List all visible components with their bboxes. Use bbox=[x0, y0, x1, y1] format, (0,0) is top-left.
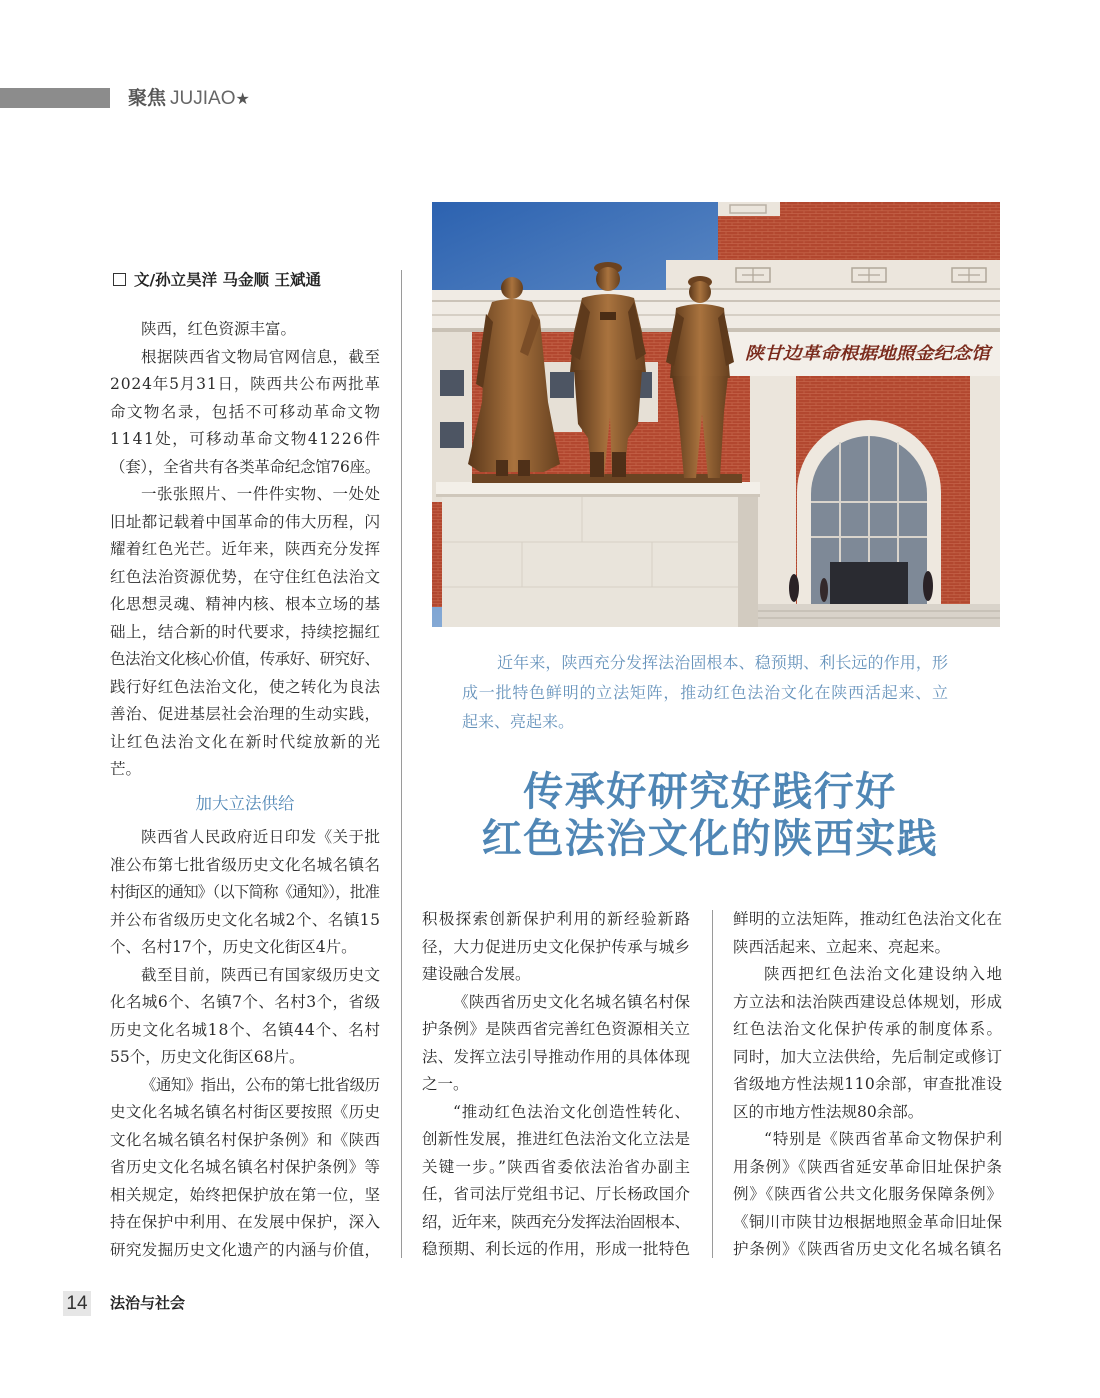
text-line: 《通知》指出，公布的第七批省级历 bbox=[141, 1075, 380, 1094]
text-line: 化名城6个、名镇7个、名村3个，省级 bbox=[110, 993, 381, 1011]
right-column bbox=[733, 906, 1002, 1264]
text-line: 研究发掘历史文化遗产的内涵与价值， bbox=[110, 1240, 381, 1259]
text-line: 之一。 bbox=[422, 1075, 469, 1093]
text-line: 用条例》《陕西省延安革命旧址保护条 bbox=[733, 1157, 1003, 1176]
text-line: 并公布省级历史文化名城2个、名镇15 bbox=[110, 910, 381, 929]
text-line: 同时，加大立法供给，先后制定或修订 bbox=[733, 1047, 1003, 1066]
text-line: （套），全省共有各类革命纪念馆76座。 bbox=[110, 457, 380, 476]
text-line: 绍，近年来，陕西充分发挥法治固根本、 bbox=[422, 1212, 690, 1231]
text-line: 任，省司法厅党组书记、厅长杨政国介 bbox=[422, 1185, 691, 1203]
text-line: 《陕西省历史文化名城名镇名村保 bbox=[453, 992, 691, 1011]
section-name-cn: 聚焦 bbox=[128, 87, 167, 109]
museum-sign-text: 陕甘边革命根据地照金纪念馆 bbox=[745, 344, 994, 364]
text-line: 准公布第七批省级历史文化名城名镇名 bbox=[110, 855, 381, 874]
column-divider-left bbox=[401, 270, 402, 1258]
ornament-band bbox=[666, 260, 1000, 292]
text-line: 径，大力促进历史文化保护传承与城乡 bbox=[422, 937, 691, 956]
text-line: 陕西省人民政府近日印发《关于批 bbox=[141, 828, 381, 846]
text-line: 个、名村17个，历史文化街区4片。 bbox=[110, 938, 357, 956]
museum-sign bbox=[728, 332, 1000, 376]
square-icon bbox=[113, 273, 126, 286]
byline bbox=[113, 268, 321, 292]
text-line: 法、发挥立法引导推动作用的具体体现 bbox=[422, 1047, 691, 1066]
text-line: 红色法治资源优势，在守住红色法治文 bbox=[110, 567, 381, 586]
subheading: 加大立法供给 bbox=[195, 793, 295, 813]
text-line: 让红色法治文化在新时代绽放新的光 bbox=[110, 732, 382, 751]
text-line: 近年来，陕西充分发挥法治固根本、稳预期、利长远的作用，形 bbox=[497, 653, 949, 672]
text-line: 建设融合发展。 bbox=[422, 965, 531, 983]
text-line: 1141处，可移动革命文物41226件 bbox=[110, 430, 382, 448]
text-line: 化思想灵魂、精神内核、根本立场的基 bbox=[110, 595, 381, 613]
text-line: 省历史文化名城名镇名村保护条例》等 bbox=[110, 1158, 381, 1176]
text-line: 础上，结合新的时代要求，持续挖掘红 bbox=[110, 622, 381, 641]
star-icon: ★ bbox=[235, 89, 250, 108]
text-line: 命文物名录，包括不可移动革命文物 bbox=[110, 402, 382, 421]
text-line: 区的市地方性法规80余部。 bbox=[733, 1102, 924, 1121]
section-bar bbox=[0, 88, 110, 108]
text-line: 护条例》是陕西省完善红色资源相关立 bbox=[422, 1020, 691, 1038]
text-line: 陕西，红色资源丰富。 bbox=[141, 320, 297, 338]
section-name-en: JUJIAO bbox=[170, 88, 236, 109]
text-line: 截至目前，陕西已有国家级历史文 bbox=[141, 965, 381, 984]
text-line: 陕西把红色法治文化建设纳入地 bbox=[764, 965, 1004, 983]
section-label bbox=[128, 84, 250, 112]
text-line: 文化名城名镇名村保护条例》和《陕西 bbox=[110, 1130, 381, 1149]
text-line: “特别是《陕西省革命文物保护利 bbox=[764, 1130, 1003, 1148]
entrance-steps bbox=[742, 604, 1000, 627]
text-line: “推动红色法治文化创造性转化、 bbox=[453, 1102, 691, 1121]
text-line: 省级地方性法规110余部，审查批准设 bbox=[733, 1075, 1003, 1093]
text-line: 创新性发展，推进红色法治文化立法是 bbox=[422, 1130, 691, 1148]
column-divider-right bbox=[712, 910, 713, 1258]
text-line: 相关规定，始终把保护放在第一位，坚 bbox=[110, 1185, 381, 1204]
text-line: 例》《陕西省公共文化服务保障条例》 bbox=[733, 1185, 1003, 1203]
text-line: 积极探索创新保护利用的新经验新路 bbox=[422, 910, 692, 928]
text-line: 55个，历史文化街区68片。 bbox=[110, 1048, 305, 1066]
article-title-line2: 红色法治文化的陕西实践 bbox=[481, 816, 939, 862]
text-line: 鲜明的立法矩阵，推动红色法治文化在 bbox=[733, 910, 1003, 928]
text-line: 红色法治文化保护传承的制度体系。 bbox=[733, 1020, 1004, 1038]
text-line: 史文化名城名镇名村街区要按照《历史 bbox=[110, 1103, 381, 1121]
text-line: 《铜川市陕甘边根据地照金革命旧址保 bbox=[733, 1212, 1003, 1231]
text-line: 稳预期、利长远的作用，形成一批特色 bbox=[422, 1240, 691, 1258]
magazine-name: 法治与社会 bbox=[110, 1294, 186, 1312]
left-column bbox=[110, 316, 380, 1264]
text-line: 2024年5月31日，陕西共公布两批革 bbox=[110, 375, 381, 393]
text-line: 一张张照片、一件件实物、一处处 bbox=[141, 485, 381, 503]
text-line: 起来、亮起来。 bbox=[462, 712, 575, 731]
text-line: 耀着红色光芒。近年来，陕西充分发挥 bbox=[110, 540, 381, 558]
museum-photo bbox=[432, 202, 1000, 627]
text-line: 旧址都记载着中国革命的伟大历程，闪 bbox=[110, 512, 381, 531]
text-line: 芒。 bbox=[110, 760, 142, 778]
text-line: 善治、促进基层社会治理的生动实践， bbox=[110, 705, 381, 723]
article-title bbox=[440, 769, 980, 863]
middle-column bbox=[422, 906, 690, 1264]
text-line: 践行好红色法治文化，使之转化为良法 bbox=[110, 677, 381, 696]
text-line: 根据陕西省文物局官网信息，截至 bbox=[141, 347, 381, 366]
article-title-line1: 传承好研究好践行好 bbox=[523, 769, 897, 815]
text-line: 陕西活起来、立起来、亮起来。 bbox=[733, 937, 951, 956]
text-line: 护条例》《陕西省历史文化名城名镇名 bbox=[733, 1240, 1003, 1258]
text-line: 关键一步。”陕西省委依法治省办副主 bbox=[422, 1157, 692, 1176]
text-line: 成一批特色鲜明的立法矩阵，推动红色法治文化在陕西活起来、立 bbox=[462, 682, 949, 702]
text-line: 色法治文化核心价值，传承好、研究好、 bbox=[110, 650, 380, 668]
text-line: 历史文化名城18个、名镇44个、名村 bbox=[110, 1020, 381, 1039]
text-line: 持在保护中利用、在发展中保护，深入 bbox=[110, 1213, 381, 1231]
page-number: 14 bbox=[63, 1291, 91, 1316]
photo-caption bbox=[462, 648, 948, 737]
text-line: 村街区的通知》（以下简称《通知》），批准 bbox=[110, 883, 380, 901]
statue-pedestal bbox=[436, 474, 760, 627]
author-names: 文/孙立昊洋 马金顺 王斌通 bbox=[134, 271, 321, 289]
text-line: 方立法和法治陕西建设总体规划，形成 bbox=[733, 992, 1003, 1011]
